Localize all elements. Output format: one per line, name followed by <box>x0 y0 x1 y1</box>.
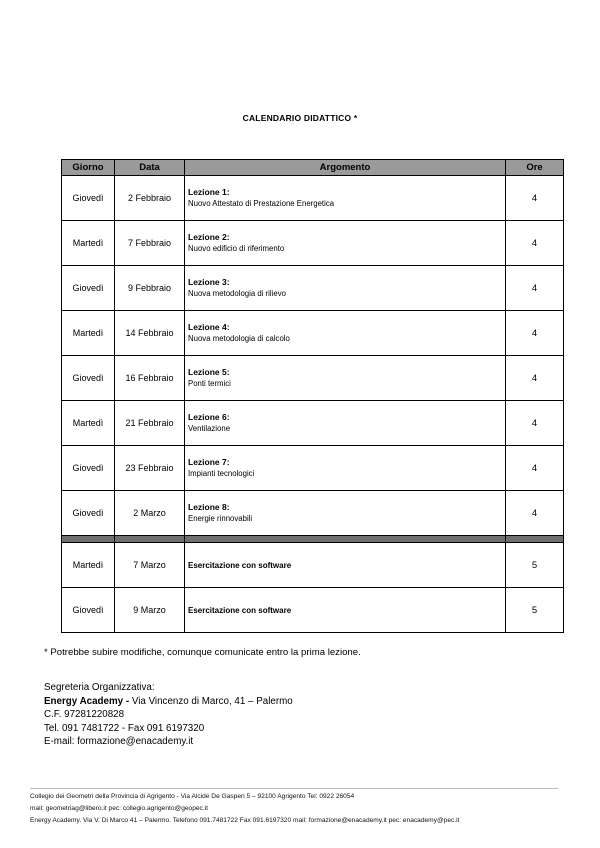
contact-block <box>44 681 293 749</box>
cell-argomento <box>185 446 506 491</box>
header-data: Data <box>115 160 185 176</box>
cell-argomento <box>185 221 506 266</box>
cell-ore: 4 <box>506 401 564 446</box>
cell-ore: 5 <box>506 543 564 588</box>
phone-fax: Tel. 091 7481722 - Fax 091 6197320 <box>44 722 205 734</box>
lesson-topic: Nuovo Attestato di Prestazione Energetica <box>188 199 335 208</box>
cell-data: 2 Febbraio <box>115 176 185 221</box>
footer <box>30 791 459 826</box>
cell-data: 7 Marzo <box>115 543 185 588</box>
separator-cell <box>115 536 185 543</box>
contact-heading: Segreteria Organizzativa: <box>44 682 155 693</box>
footer-line-academy: Energy Academy. Via V. Di Marco 41 – Palermo. Telefono 091.7481722 Fax 091.6197320 mail: formazione@enacademy.it pec: enacademy@pec.it <box>30 816 460 824</box>
calendar-table <box>61 159 564 633</box>
table-row <box>62 176 564 221</box>
header-ore: Ore <box>506 160 564 176</box>
cell-data: 23 Febbraio <box>115 446 185 491</box>
separator-cell <box>185 536 506 543</box>
lesson-topic: Nuova metodologia di rilievo <box>188 289 286 298</box>
lesson-topic: Energie rinnovabili <box>188 514 253 523</box>
cell-data: 2 Marzo <box>115 491 185 536</box>
cell-giorno: Giovedì <box>62 266 115 311</box>
tax-code: C.F. 97281220828 <box>44 709 125 721</box>
cell-ore: 4 <box>506 446 564 491</box>
table-row <box>62 446 564 491</box>
lesson-title: Lezione 8: <box>188 502 230 512</box>
cell-giorno: Giovedì <box>62 176 115 221</box>
org-address: Via Vincenzo di Marco, 41 – Palermo <box>131 695 293 707</box>
table-row <box>62 356 564 401</box>
page-title: CALENDARIO DIDATTICO * <box>242 113 358 123</box>
cell-data: 16 Febbraio <box>115 356 185 401</box>
cell-argomento <box>185 543 506 588</box>
cell-giorno: Giovedì <box>62 356 115 401</box>
table-row <box>62 588 564 633</box>
email: E-mail: formazione@enacademy.it <box>44 736 194 748</box>
table-header-row <box>62 160 564 176</box>
footnote: * Potrebbe subire modifiche, comunque comunicate entro la prima lezione. <box>44 647 361 658</box>
footer-line-collegio: Collegio dei Geometri della Provincia di Agrigento - Via Alcide De Gasperi 5 – 92100 Agrigento Tel: 0922 26054 <box>30 793 355 800</box>
table-row <box>62 266 564 311</box>
cell-ore: 4 <box>506 221 564 266</box>
cell-giorno: Giovedì <box>62 588 115 633</box>
cell-argomento <box>185 176 506 221</box>
cell-data: 9 Febbraio <box>115 266 185 311</box>
cell-argomento <box>185 356 506 401</box>
cell-ore: 4 <box>506 266 564 311</box>
cell-argomento <box>185 266 506 311</box>
lesson-topic: Ventilazione <box>188 424 231 433</box>
cell-argomento <box>185 311 506 356</box>
header-argomento: Argomento <box>185 160 506 176</box>
cell-giorno: Martedì <box>62 221 115 266</box>
cell-giorno: Giovedì <box>62 446 115 491</box>
separator-cell <box>506 536 564 543</box>
lesson-title: Lezione 4: <box>188 322 230 332</box>
exercise-topic: Esercitazione con software <box>188 561 292 570</box>
lesson-title: Lezione 1: <box>188 187 230 197</box>
table-row <box>62 221 564 266</box>
cell-ore: 4 <box>506 176 564 221</box>
cell-giorno: Martedì <box>62 311 115 356</box>
cell-ore: 5 <box>506 588 564 633</box>
lesson-title: Lezione 7: <box>188 457 230 467</box>
table-row <box>62 491 564 536</box>
cell-giorno: Giovedì <box>62 491 115 536</box>
header-giorno: Giorno <box>62 160 115 176</box>
table-row <box>62 311 564 356</box>
cell-data: 14 Febbraio <box>115 311 185 356</box>
cell-giorno: Martedì <box>62 401 115 446</box>
lesson-title: Lezione 3: <box>188 277 230 287</box>
lesson-topic: Ponti termici <box>188 379 231 388</box>
cell-argomento <box>185 491 506 536</box>
org-name: Energy Academy - <box>44 695 130 707</box>
separator-cell <box>62 536 115 543</box>
lesson-topic: Impianti tecnologici <box>188 469 255 478</box>
lesson-topic: Nuovo edificio di riferimento <box>188 244 285 253</box>
separator-row <box>62 536 564 543</box>
cell-data: 21 Febbraio <box>115 401 185 446</box>
footer-divider <box>30 788 558 789</box>
exercise-topic: Esercitazione con software <box>188 606 292 615</box>
lesson-title: Lezione 2: <box>188 232 230 242</box>
cell-data: 9 Marzo <box>115 588 185 633</box>
footer-line-mail: mail: geometriag@libero.it pec: collegio.agrigento@geopec.it <box>30 804 208 812</box>
lesson-title: Lezione 5: <box>188 367 230 377</box>
lesson-title: Lezione 6: <box>188 412 230 422</box>
contact-org-line <box>44 695 293 709</box>
cell-argomento <box>185 401 506 446</box>
table-row <box>62 543 564 588</box>
cell-argomento <box>185 588 506 633</box>
lesson-topic: Nuova metodologia di calcolo <box>188 334 290 343</box>
cell-data: 7 Febbraio <box>115 221 185 266</box>
cell-ore: 4 <box>506 491 564 536</box>
cell-ore: 4 <box>506 356 564 401</box>
table-row <box>62 401 564 446</box>
cell-ore: 4 <box>506 311 564 356</box>
cell-giorno: Martedì <box>62 543 115 588</box>
